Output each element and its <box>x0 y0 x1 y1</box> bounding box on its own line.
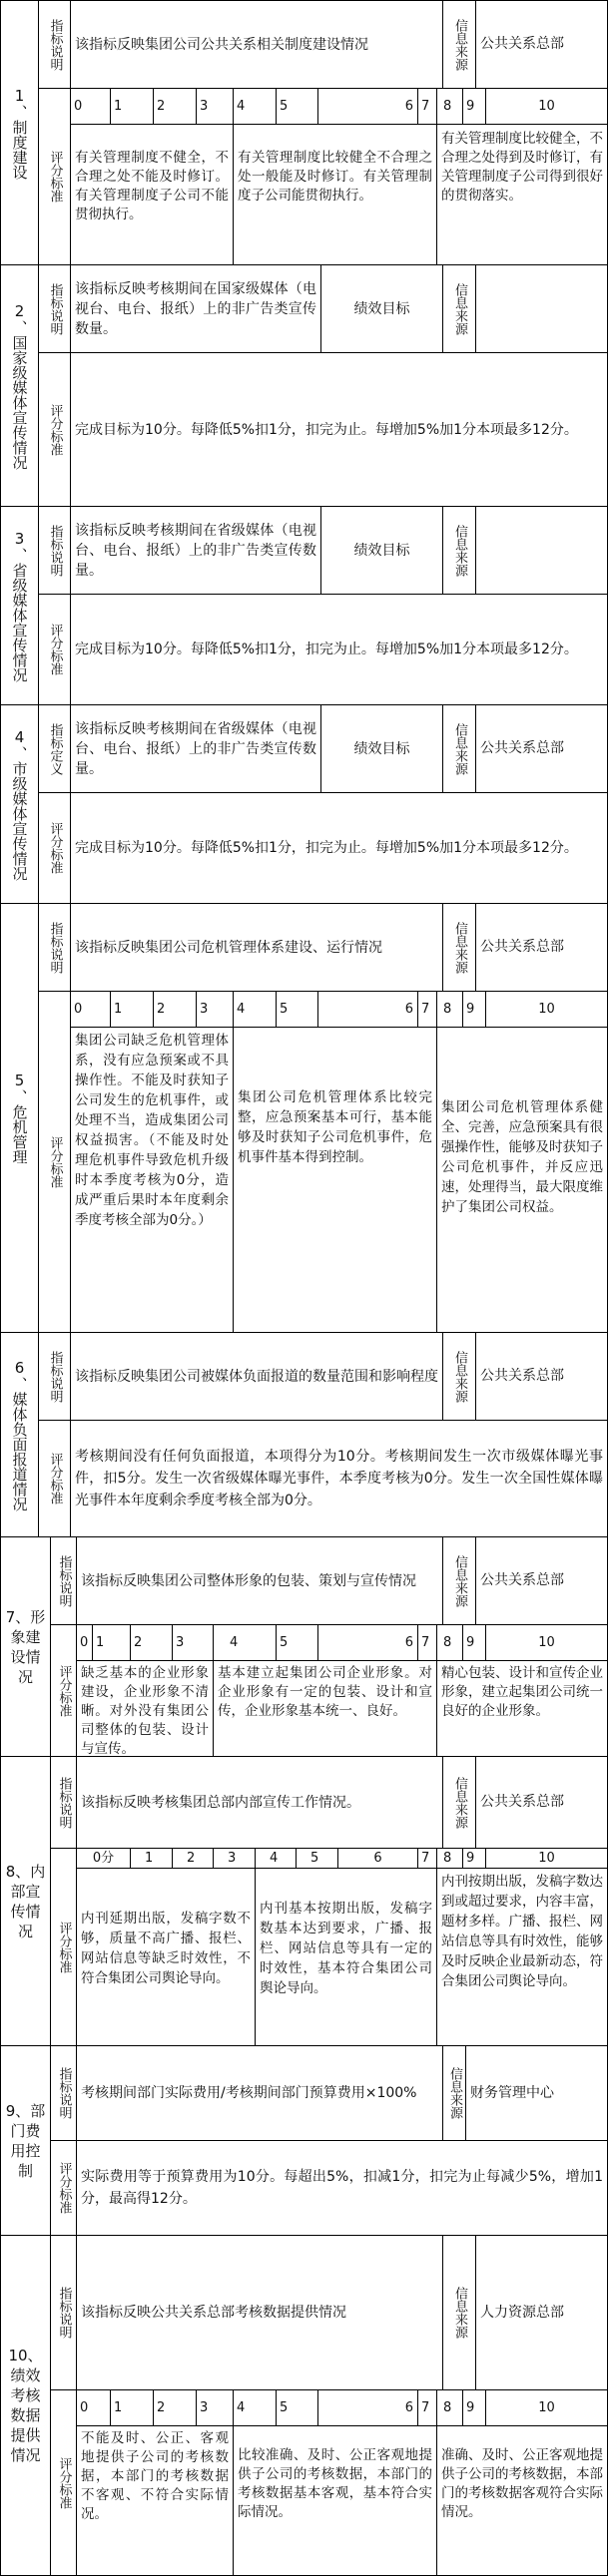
perf-target-label: 绩效目标 <box>353 300 410 317</box>
score-2: 2 <box>157 1002 166 1017</box>
indicator-desc-label: 指标说明 <box>56 1776 72 1829</box>
score-6: 6 <box>404 2400 413 2415</box>
criteria-high: 内刊按期出版，发稿字数达到或超过要求，内容丰富，题材多样。广播、报栏、网站信息等具有时效性，能够及时反映企业最新动态，符合集团公司舆论导向。 <box>441 1874 603 1989</box>
indicator-desc-label: 指标说明 <box>47 18 63 71</box>
info-source: 公共关系总部 <box>480 36 564 52</box>
score-7: 7 <box>421 1002 430 1017</box>
scoring-text: 考核期间没有任何负面报道，本项得分为10分。考核期间发生一次市级媒体曝光事件，扣5分。发生一次省级媒体曝光事件，本季度考核为0分。发生一次全国性媒体曝光事件本年度剩余季度考核全部为0分。 <box>75 1449 603 1508</box>
score-7: 7 <box>421 1851 430 1866</box>
score-8: 8 <box>443 1851 452 1866</box>
info-source: 公共关系总部 <box>480 1572 564 1588</box>
score-5: 5 <box>280 1635 289 1650</box>
score-0: 0 <box>74 1002 83 1017</box>
indicator-def-label: 指标定义 <box>47 722 63 775</box>
score-5: 5 <box>310 1851 319 1866</box>
score-5: 5 <box>280 2400 289 2415</box>
criteria-mid: 内刊基本按期出版，发稿字数基本达到要求，广播、报栏、网站信息等具有一定的时效性，基本符合集团公司舆论导向。 <box>260 1901 432 1996</box>
info-source: 公共关系总部 <box>480 740 564 756</box>
score-0: 0 <box>80 2400 89 2415</box>
scoring-label: 评分标准 <box>47 822 63 874</box>
section-title: 3、省级媒体宣传情况 <box>10 529 29 682</box>
score-5: 5 <box>280 99 289 114</box>
indicator-description: 该指标反映考核期间在省级媒体（电视台、电台、报纸）上的非广告类宣传数量。 <box>75 522 316 579</box>
criteria-low: 缺乏基本的企业形象建设，企业形象不清晰。对外没有集团公司整体的包装、设计与宣传。 <box>81 1665 209 1756</box>
score-1: 1 <box>114 99 123 114</box>
section-title: 2、国家级媒体宣传情况 <box>10 301 29 470</box>
indicator-description: 考核期间部门实际费用/考核期间部门预算费用×100% <box>81 2085 417 2101</box>
score-1: 1 <box>145 1851 154 1866</box>
score-9: 9 <box>466 2400 475 2415</box>
info-source-label: 信息来源 <box>452 18 467 71</box>
score-5: 5 <box>280 1002 289 1017</box>
score-6: 6 <box>404 1635 413 1650</box>
score-8: 8 <box>443 99 452 114</box>
info-source-label: 信息来源 <box>452 1554 467 1607</box>
scoring-label: 评分标准 <box>47 151 63 203</box>
section-title: 10、绩效考核数据提供情况 <box>8 2347 43 2464</box>
info-source <box>476 265 607 352</box>
criteria-low: 内刊延期出版，发稿字数不够，质量不高广播、报栏、网站信息等缺乏时效性，不符合集团公司舆论导向。 <box>81 1911 251 1986</box>
criteria-high: 准确、及时、公正客观地提供子公司的考核数据，本部门的考核数据客观符合实际情况。 <box>441 2447 603 2520</box>
indicator-desc-label: 指标说明 <box>56 2287 72 2339</box>
score-7: 7 <box>421 2400 430 2415</box>
info-source-label: 信息来源 <box>452 1776 467 1829</box>
score-10: 10 <box>538 1851 555 1866</box>
score-3: 3 <box>200 2400 209 2415</box>
section-2 <box>0 264 608 507</box>
score-8: 8 <box>443 2400 452 2415</box>
perf-target-label: 绩效目标 <box>353 542 410 559</box>
criteria-high: 有关管理制度比较健全，不合理之处得到及时修订，有关管理制度子公司得到很好的贯彻落实。 <box>441 131 603 204</box>
section-3 <box>0 506 608 705</box>
section-title: 5、危机管理 <box>10 1072 29 1164</box>
criteria-mid: 有关管理制度比较健全不合理之处一般能及时修订。有关管理制度子公司能贯彻执行。 <box>238 150 432 204</box>
score-7: 7 <box>421 1635 430 1650</box>
score-1: 1 <box>114 1002 123 1017</box>
indicator-description: 该指标反映考核期间在省级媒体（电视台、电台、报纸）上的非广告类宣传数量。 <box>75 720 316 777</box>
score-9: 9 <box>466 99 475 114</box>
score-2: 2 <box>157 2400 166 2415</box>
score-7: 7 <box>421 99 430 114</box>
section-title: 4、市级媒体宣传情况 <box>10 727 29 881</box>
indicator-desc-label: 指标说明 <box>47 524 63 577</box>
score-4: 4 <box>270 1851 279 1866</box>
indicator-description: 该指标反映考核集团总部内部宣传工作情况。 <box>81 1794 360 1811</box>
section-title: 7、形象建设情况 <box>5 1607 46 1686</box>
info-source-label: 信息来源 <box>452 2287 467 2339</box>
info-source: 公共关系总部 <box>480 1794 564 1810</box>
section-1-grid <box>0 0 608 265</box>
scoring-text: 完成目标为10分。每降低5%扣1分，扣完为止。每增加5%加1分本项最多12分。 <box>75 642 578 657</box>
section-title: 1、制度建设 <box>10 86 29 180</box>
section-5 <box>0 903 608 1333</box>
criteria-mid: 比较准确、及时、公正客观地提供子公司的考核数据，本部门的考核数据基本客观，基本符合实际情况。 <box>238 2447 432 2520</box>
criteria-mid: 集团公司危机管理体系比较完整，应急预案基本可行，基本能够及时获知子公司危机事件，危机事件基本得到控制。 <box>238 1089 432 1165</box>
score-0: 0 <box>74 99 83 114</box>
score-0: 0分 <box>92 1851 115 1866</box>
scoring-text: 完成目标为10分。每降低5%扣1分，扣完为止。每增加5%加1分本项最多12分。 <box>75 421 578 438</box>
scoring-label: 评分标准 <box>56 2162 72 2214</box>
score-3: 3 <box>200 99 209 114</box>
indicator-desc-label: 指标说明 <box>47 282 63 335</box>
info-source-label: 信息来源 <box>452 282 467 335</box>
score-6: 6 <box>404 1002 413 1017</box>
section-title: 8、内部宣传情况 <box>5 1862 46 1940</box>
score-0: 0 <box>80 1635 89 1650</box>
score-10: 10 <box>538 1002 555 1017</box>
score-6: 6 <box>404 99 413 114</box>
score-4: 4 <box>237 2400 246 2415</box>
indicator-desc-label: 指标说明 <box>56 2067 72 2119</box>
indicator-desc-label: 指标说明 <box>56 1554 72 1607</box>
score-1: 1 <box>96 1635 105 1650</box>
info-source: 公共关系总部 <box>480 939 564 955</box>
indicator-description: 该指标反映公共关系总部考核数据提供情况 <box>81 2305 346 2321</box>
scoring-label: 评分标准 <box>56 1664 72 1717</box>
indicator-description: 该指标反映集团公司整体形象的包装、策划与宣传情况 <box>81 1572 416 1589</box>
score-6: 6 <box>373 1851 382 1866</box>
scoring-label: 评分标准 <box>56 1921 72 1973</box>
indicator-description: 该指标反映考核期间在国家级媒体（电视台、电台、报纸）上的非广告类宣传数量。 <box>75 280 316 337</box>
scoring-label: 评分标准 <box>56 2456 72 2509</box>
score-10: 10 <box>538 2400 555 2415</box>
indicator-description: 该指标反映集团公司危机管理体系建设、运行情况 <box>75 939 382 956</box>
score-8: 8 <box>443 1002 452 1017</box>
info-source: 人力资源总部 <box>480 2304 564 2321</box>
score-9: 9 <box>466 1002 475 1017</box>
info-source-label: 信息来源 <box>447 2067 462 2119</box>
score-9: 9 <box>466 1851 475 1866</box>
score-4: 4 <box>230 1635 239 1650</box>
info-source-label: 信息来源 <box>452 1350 467 1403</box>
score-3: 3 <box>200 1002 209 1017</box>
info-source-label: 信息来源 <box>452 524 467 577</box>
indicator-description: 该指标反映集团公司公共关系相关制度建设情况 <box>75 36 368 53</box>
score-2: 2 <box>187 1851 196 1866</box>
score-10: 10 <box>538 1635 555 1650</box>
section-4 <box>0 704 608 904</box>
scoring-text: 完成目标为10分。每降低5%扣1分，扣完为止。每增加5%加1分本项最多12分。 <box>75 840 578 856</box>
scoring-label: 评分标准 <box>47 624 63 675</box>
info-source-label: 信息来源 <box>452 722 467 775</box>
section-7 <box>0 1536 608 1757</box>
score-2: 2 <box>157 99 166 114</box>
score-8: 8 <box>443 1635 452 1650</box>
info-source <box>476 507 607 594</box>
info-source-label: 信息来源 <box>452 921 467 974</box>
score-4: 4 <box>237 99 246 114</box>
score-3: 3 <box>228 1851 237 1866</box>
score-1: 1 <box>114 2400 123 2415</box>
scoring-label: 评分标准 <box>47 1135 63 1188</box>
section-title: 6、媒体负面报道情况 <box>10 1358 29 1511</box>
scoring-text: 实际费用等于预算费用为10分。每超出5%，扣减1分，扣完为止每减少5%，增加1分，最高得12分。 <box>81 2169 603 2207</box>
score-2: 2 <box>134 1635 143 1650</box>
info-source: 公共关系总部 <box>480 1368 564 1384</box>
criteria-low: 集团公司缺乏危机管理体系，没有应急预案或不具操作性。不能及时获知子公司发生的危机事件，或处理不当，造成集团公司权益损害。（不能及时处理危机事件导致危机升级时本季度考核为0分，造成严重后果时本年度剩余季度考核全部为0分。） <box>75 1033 229 1228</box>
scoring-label: 评分标准 <box>47 1453 63 1504</box>
score-10: 10 <box>538 99 555 114</box>
criteria-high: 精心包装、设计和宣传企业形象，建立起集团公司统一良好的企业形象。 <box>441 1665 603 1719</box>
score-4: 4 <box>237 1002 246 1017</box>
info-source: 财务管理中心 <box>470 2084 554 2101</box>
section-10 <box>0 2235 608 2576</box>
scoring-label: 评分标准 <box>47 403 63 456</box>
section-9 <box>0 2045 608 2236</box>
score-3: 3 <box>176 1635 185 1650</box>
criteria-low: 不能及时、公正、客观地提供子公司的考核数据，本部门的考核数据不客观、不符合实际情况。 <box>81 2430 229 2522</box>
criteria-low: 有关管理制度不健全，不合理之处不能及时修订。有关管理制度子公司不能贯彻执行。 <box>75 150 229 222</box>
indicator-desc-label: 指标说明 <box>47 1350 63 1403</box>
score-9: 9 <box>466 1635 475 1650</box>
section-8 <box>0 1756 608 2046</box>
section-6 <box>0 1332 608 1537</box>
perf-target-label: 绩效目标 <box>353 740 410 757</box>
criteria-high: 集团公司危机管理体系健全、完善，应急预案具有很强操作性，能够及时获知子公司危机事件，并反应迅速，处理得当，最大限度维护了集团公司权益。 <box>441 1099 603 1215</box>
section-title: 9、部门费用控制 <box>5 2101 46 2180</box>
criteria-mid: 基本建立起集团公司企业形象。对企业形象有一定的包装、设计和宣传，企业形象基本统一、良好。 <box>218 1665 432 1719</box>
indicator-description: 该指标反映集团公司被媒体负面报道的数量范围和影响程度 <box>75 1368 438 1385</box>
indicator-desc-label: 指标说明 <box>47 921 63 974</box>
